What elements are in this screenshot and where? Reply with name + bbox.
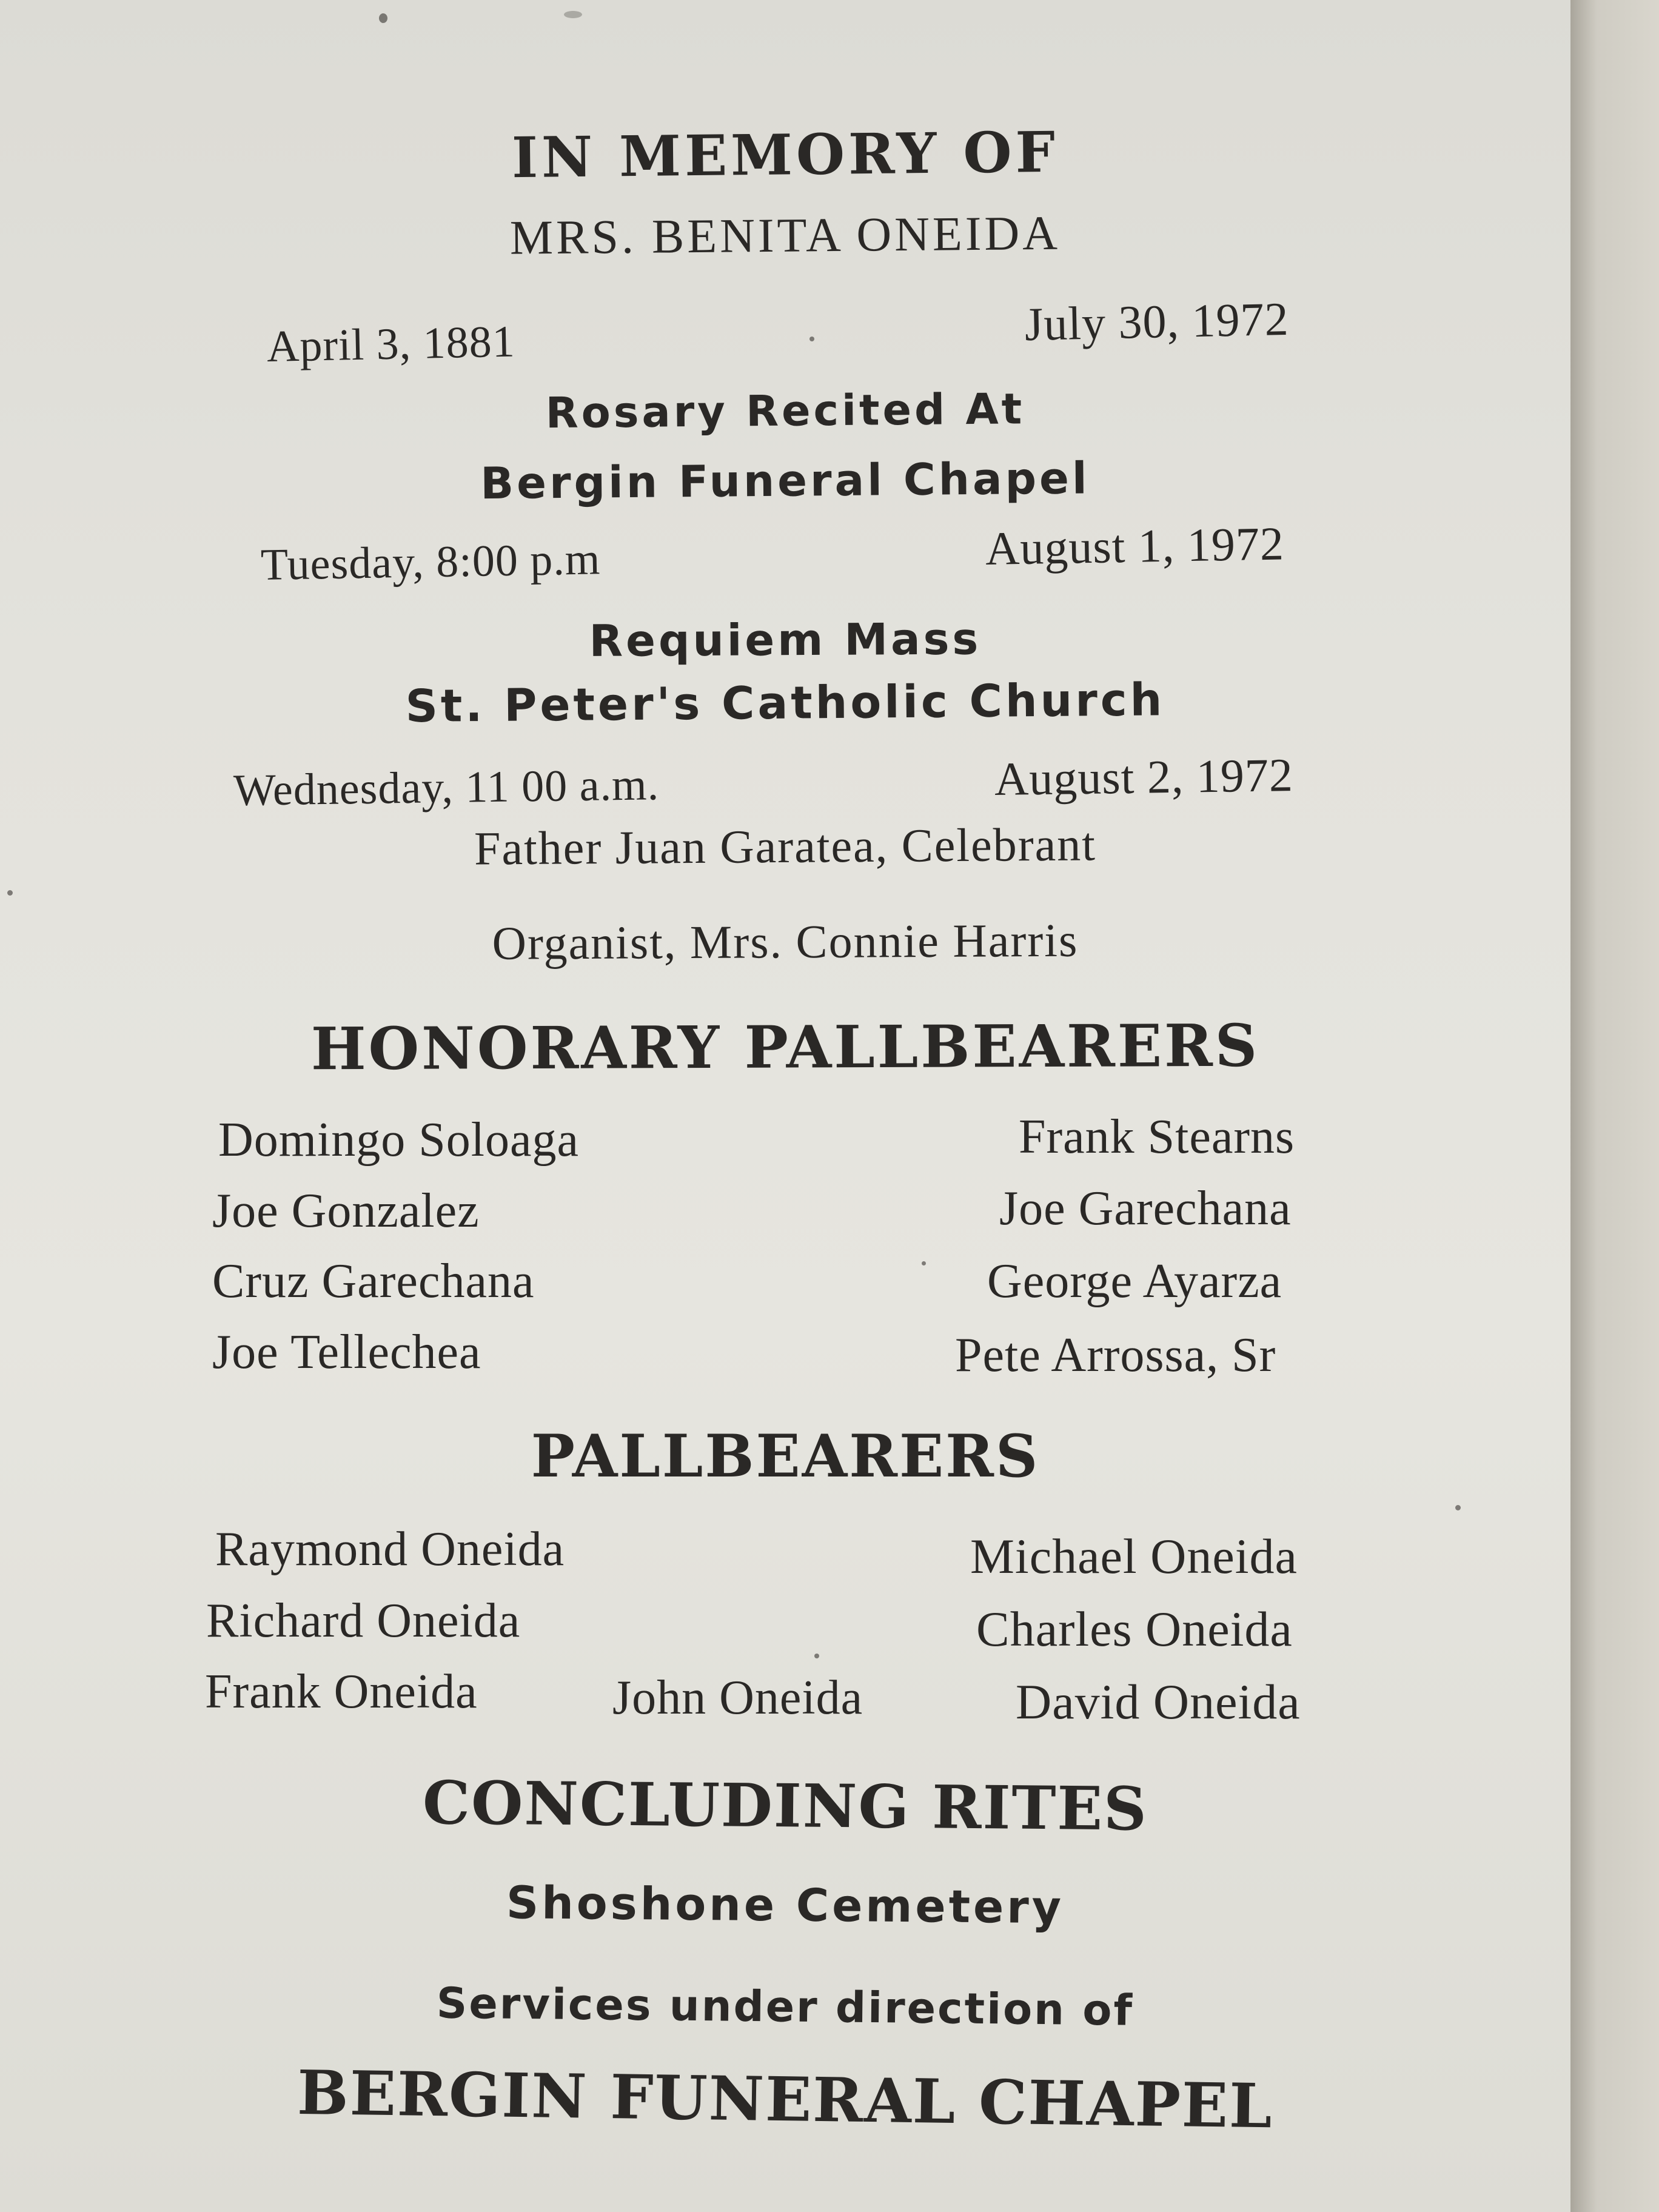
pallbearers-heading: PALLBEARERS [531,1422,1040,1490]
ink-speck [814,1654,819,1658]
rosary-location: Bergin Funeral Chapel [480,452,1090,509]
mass-day-time: Wednesday, 11 00 a.m. [233,760,660,816]
pallbearer-right-3: David Oneida [1016,1674,1301,1729]
birth-date: April 3, 1881 [266,317,516,372]
pallbearer-right-1: Michael Oneida [970,1529,1298,1584]
deceased-name: MRS. BENITA ONEIDA [509,206,1061,265]
ink-speck [379,13,387,23]
mass-location: St. Peter's Catholic Church [405,674,1165,733]
rosary-date: August 1, 1972 [985,517,1285,575]
mass-date: August 2, 1972 [994,748,1294,805]
honorary-left-3: Cruz Garechana [212,1255,535,1308]
services-direction: Services under direction of [436,1978,1134,2036]
death-date: July 30, 1972 [1024,292,1290,350]
honorary-left-1: Domingo Soloaga [218,1113,579,1167]
concluding-rites-heading: CONCLUDING RITES [422,1768,1148,1845]
ink-speck [922,1261,926,1265]
ink-speck [7,890,13,896]
mass-celebrant: Father Juan Garatea, Celebrant [474,817,1097,875]
pallbearer-right-2: Charles Oneida [976,1601,1293,1657]
ink-speck [1455,1505,1461,1510]
rosary-heading: Rosary Recited At [545,384,1025,438]
pallbearer-left-1: Raymond Oneida [215,1523,565,1576]
honorary-right-2: Joe Garechana [999,1182,1292,1235]
honorary-pallbearers-heading: HONORARY PALLBEARERS [310,1011,1260,1084]
funeral-home-name: BERGIN FUNERAL CHAPEL [297,2056,1274,2142]
card-title: IN MEMORY OF [511,119,1059,191]
ink-speck [809,337,814,341]
cemetery-name: Shoshone Cemetery [506,1877,1065,1934]
mass-organist: Organist, Mrs. Connie Harris [492,913,1079,970]
honorary-right-3: George Ayarza [987,1255,1282,1308]
honorary-right-4: Pete Arrossa, Sr [955,1329,1276,1382]
honorary-left-2: Joe Gonzalez [212,1184,480,1238]
card-edge-shadow [1570,0,1659,2212]
rosary-day-time: Tuesday, 8:00 p.m [260,534,602,590]
pallbearer-left-3: Frank Oneida [205,1665,478,1718]
mass-heading: Requiem Mass [589,613,982,666]
pallbearer-left-2: Richard Oneida [206,1594,521,1647]
pallbearer-middle-1: John Oneida [612,1671,863,1724]
honorary-left-4: Joe Tellechea [212,1326,481,1379]
honorary-right-1: Frank Stearns [1019,1110,1295,1164]
ink-speck [564,11,582,18]
